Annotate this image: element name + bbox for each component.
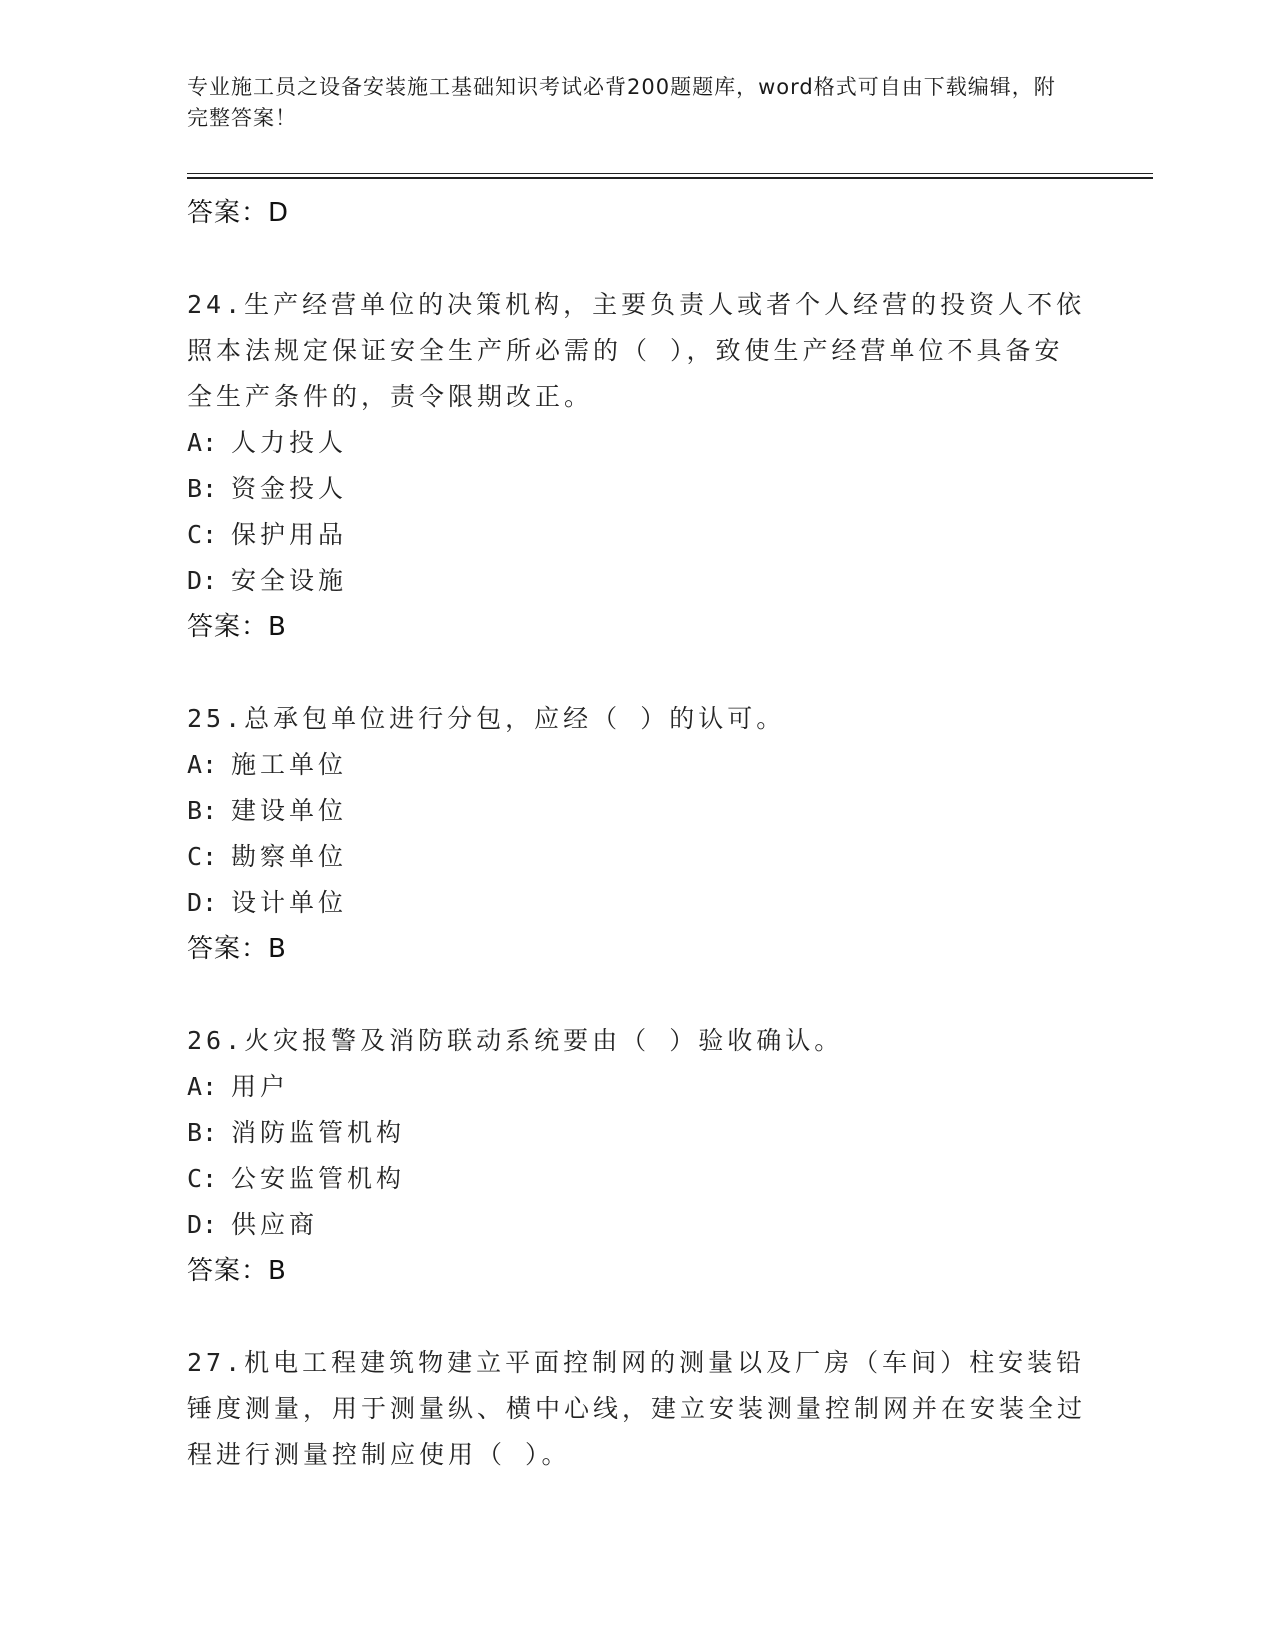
option-a xyxy=(187,1064,1087,1110)
option-letter: B: xyxy=(187,796,218,825)
option-a xyxy=(187,420,1087,466)
option-text: 供应商 xyxy=(231,1210,319,1239)
header-divider-thin xyxy=(187,173,1153,174)
option-letter: C: xyxy=(187,520,218,549)
option-text: 保护用品 xyxy=(231,520,348,549)
question-list xyxy=(187,190,1087,1478)
option-d xyxy=(187,1202,1087,1248)
option-text: 建设单位 xyxy=(231,796,348,825)
question-stem: 24.生产经营单位的决策机构，主要负责人或者个人经营的投资人不依照本法规定保证安全生产所必需的（ ），致使生产经营单位不具备安全生产条件的，责令限期改正。 xyxy=(187,290,1086,411)
question-item xyxy=(187,282,1087,650)
option-letter: D: xyxy=(187,566,218,595)
option-text: 用户 xyxy=(231,1072,290,1101)
question-stem: 27.机电工程建筑物建立平面控制网的测量以及厂房（车间）柱安装铅锤度测量，用于测量纵、横中心线，建立安装测量控制网并在安装全过程进行测量控制应使用（ ）。 xyxy=(187,1348,1087,1469)
option-text: 人力投人 xyxy=(231,428,348,457)
option-text: 消防监管机构 xyxy=(231,1118,406,1147)
option-letter: D: xyxy=(187,1210,218,1239)
option-text: 设计单位 xyxy=(231,888,348,917)
question-item xyxy=(187,696,1087,972)
option-c xyxy=(187,512,1087,558)
option-c xyxy=(187,834,1087,880)
answer-line: 答案：B xyxy=(187,612,287,642)
question-item xyxy=(187,1018,1087,1294)
option-letter: C: xyxy=(187,1164,218,1193)
answer-line: 答案：B xyxy=(187,934,287,964)
option-text: 资金投人 xyxy=(231,474,348,503)
option-b xyxy=(187,1110,1087,1156)
option-text: 公安监管机构 xyxy=(231,1164,406,1193)
question-stem: 26.火灾报警及消防联动系统要由（ ）验收确认。 xyxy=(187,1026,844,1055)
option-b xyxy=(187,466,1087,512)
option-d xyxy=(187,880,1087,926)
option-letter: D: xyxy=(187,888,218,917)
header-divider-thick xyxy=(187,177,1153,179)
option-text: 勘察单位 xyxy=(231,842,348,871)
option-b xyxy=(187,788,1087,834)
option-letter: B: xyxy=(187,474,218,503)
option-text: 安全设施 xyxy=(231,566,348,595)
option-letter: C: xyxy=(187,842,218,871)
option-c xyxy=(187,1156,1087,1202)
document-header: 专业施工员之设备安装施工基础知识考试必背200题题库，word格式可自由下载编辑，附完整答案！ xyxy=(187,75,1056,130)
option-letter: A: xyxy=(187,428,218,457)
option-text: 施工单位 xyxy=(231,750,348,779)
question-item xyxy=(187,1340,1087,1478)
answer-line: 答案：B xyxy=(187,1256,287,1286)
option-letter: B: xyxy=(187,1118,218,1147)
option-a xyxy=(187,742,1087,788)
option-d xyxy=(187,558,1087,604)
question-stem: 25.总承包单位进行分包，应经（ ）的认可。 xyxy=(187,704,786,733)
option-letter: A: xyxy=(187,1072,218,1101)
answer-line: 答案：D xyxy=(187,198,290,228)
option-letter: A: xyxy=(187,750,218,779)
